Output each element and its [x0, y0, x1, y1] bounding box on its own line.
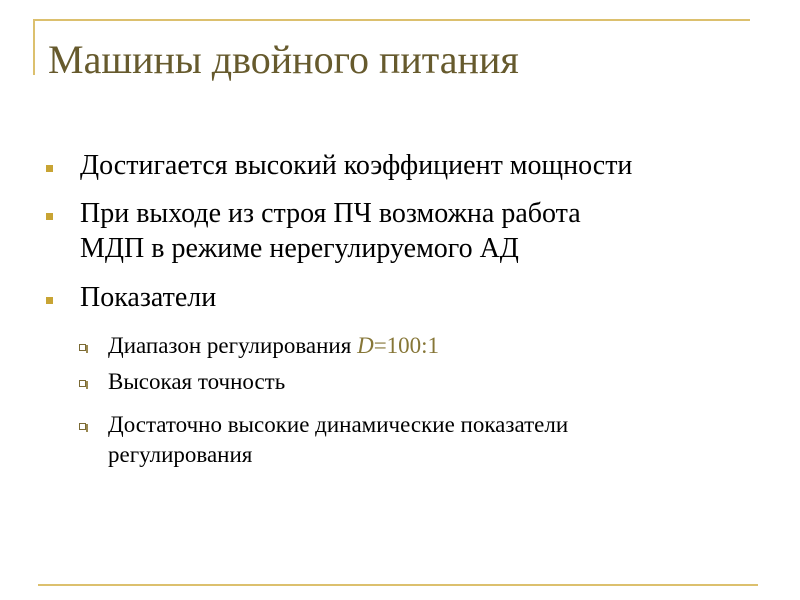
bullet-text-line: При выходе из строя ПЧ возможна работа — [80, 198, 581, 229]
bullet-text: Показатели — [80, 282, 217, 313]
sub-bullet-item — [108, 410, 568, 470]
hollow-square-bullet-icon — [79, 380, 86, 387]
bullet-text: Достигается высокий коэффициент мощности — [80, 150, 633, 181]
sub-bullet-item — [108, 367, 285, 397]
sub-bullet-item — [108, 331, 439, 361]
bullet-item — [80, 280, 216, 315]
slide-title: Машины двойного питания — [48, 37, 519, 82]
sub-bullet-text: Высокая точность — [108, 369, 286, 394]
bullet-square-icon — [46, 165, 53, 172]
range-symbol: D — [357, 333, 374, 358]
footer-rule — [38, 584, 758, 586]
hollow-square-bullet-icon — [79, 344, 86, 351]
bullet-item — [80, 196, 581, 266]
sub-bullet-prefix: Диапазон регулирования — [108, 333, 358, 358]
bullet-item — [80, 148, 632, 183]
bullet-square-icon — [46, 297, 53, 304]
bullet-text-line: МДП в режиме нерегулируемого АД — [80, 233, 519, 264]
sub-bullet-text-line: регулирования — [108, 442, 253, 467]
bullet-square-icon — [46, 213, 53, 220]
range-value: =100:1 — [373, 333, 440, 358]
hollow-square-bullet-icon — [79, 423, 86, 430]
sub-bullet-text — [108, 331, 439, 361]
sub-bullet-text-line: Достаточно высокие динамические показатели — [108, 412, 569, 437]
